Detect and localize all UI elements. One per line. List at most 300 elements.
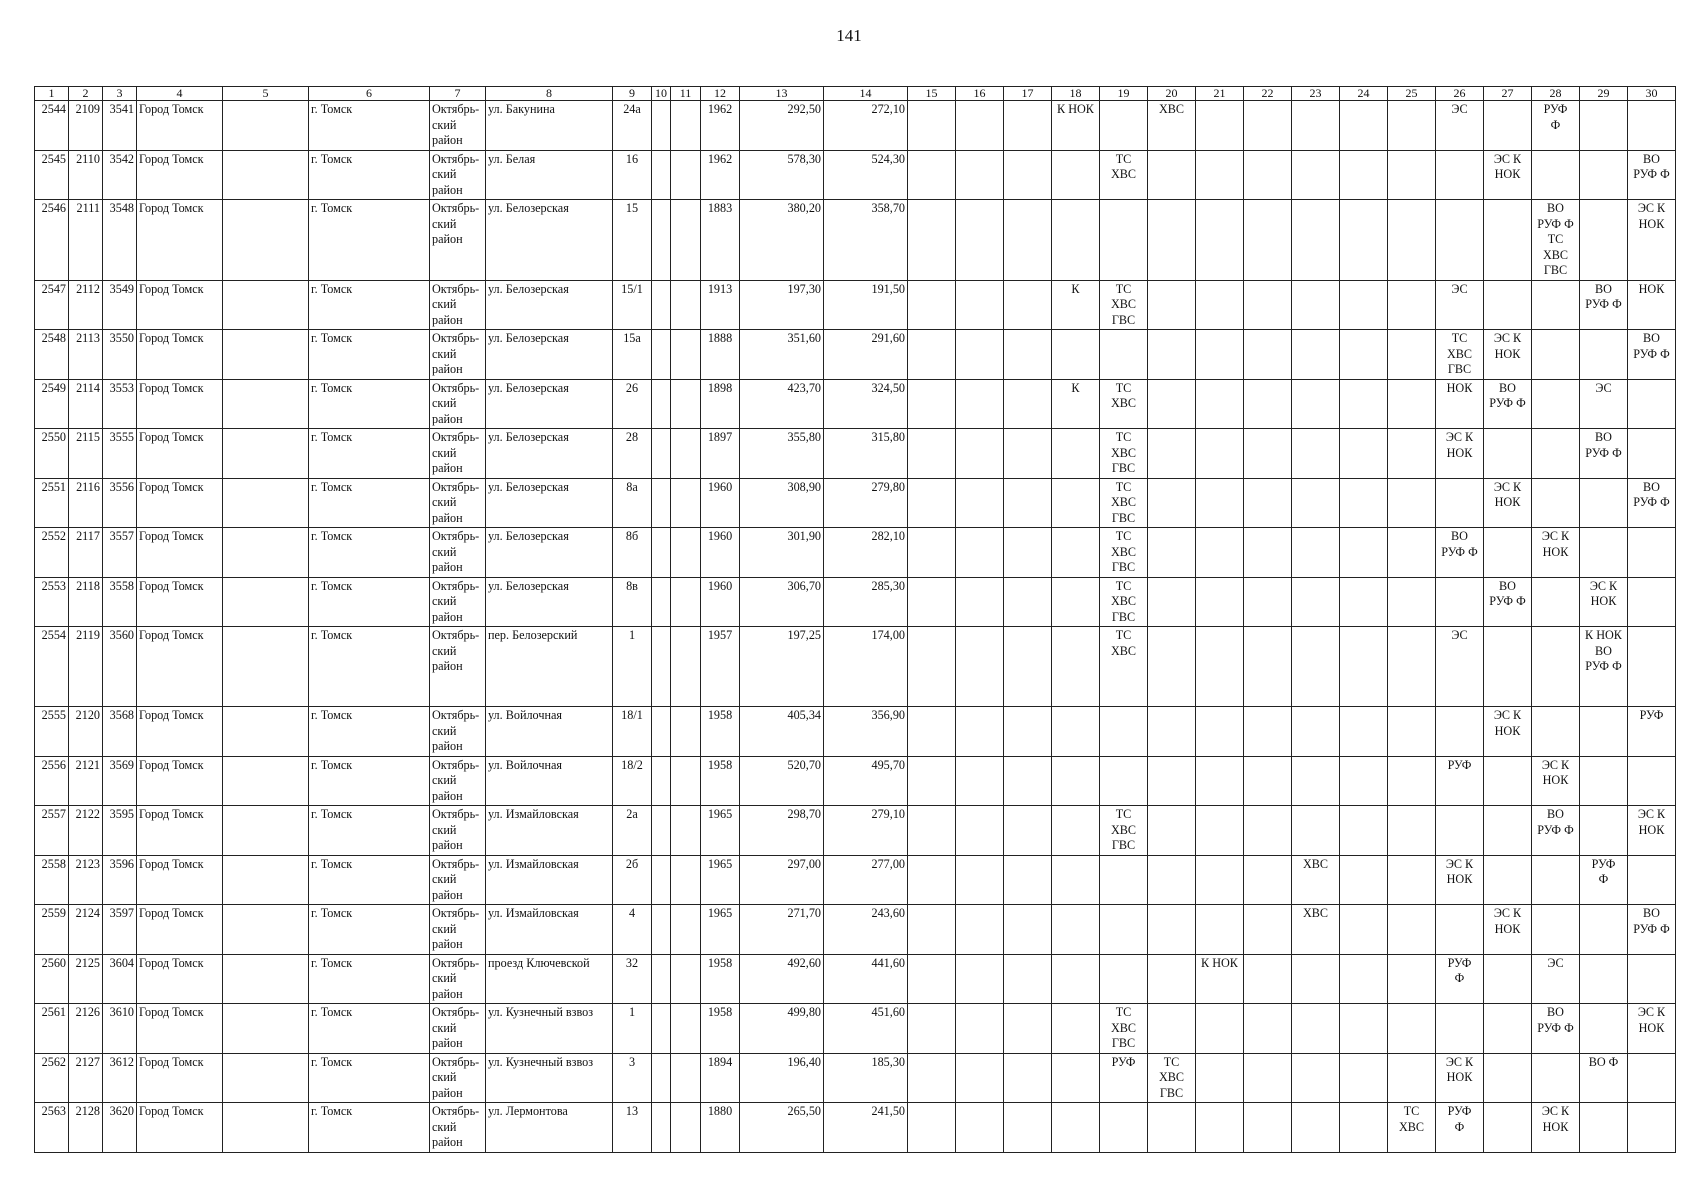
cell-col-6: г. Томск xyxy=(309,280,430,330)
column-header: 12 xyxy=(701,87,740,101)
table-row xyxy=(35,1053,1676,1103)
cell-col-5 xyxy=(223,1004,309,1054)
cell-col-15 xyxy=(908,200,956,281)
cell-col-20 xyxy=(1148,627,1196,707)
cell-col-17 xyxy=(1004,1103,1052,1153)
cell-col-2: 2128 xyxy=(69,1103,103,1153)
cell-col-3: 3560 xyxy=(103,627,137,707)
cell-col-21 xyxy=(1196,101,1244,151)
cell-col-18 xyxy=(1052,954,1100,1004)
cell-col-19 xyxy=(1100,1103,1148,1153)
cell-col-4: Город Томск xyxy=(137,429,223,479)
cell-col-30 xyxy=(1628,954,1676,1004)
cell-col-6: г. Томск xyxy=(309,707,430,757)
cell-col-2: 2124 xyxy=(69,905,103,955)
cell-col-5 xyxy=(223,379,309,429)
cell-col-9: 15 xyxy=(613,200,652,281)
cell-col-25 xyxy=(1388,806,1436,856)
cell-col-22 xyxy=(1244,577,1292,627)
cell-col-12: 1965 xyxy=(701,905,740,955)
cell-col-11 xyxy=(671,280,701,330)
cell-col-4: Город Томск xyxy=(137,280,223,330)
cell-col-20 xyxy=(1148,429,1196,479)
cell-col-13: 196,40 xyxy=(740,1053,824,1103)
column-header: 2 xyxy=(69,87,103,101)
cell-col-24 xyxy=(1340,905,1388,955)
cell-col-7: Октябрь- ский район xyxy=(430,855,486,905)
table-row xyxy=(35,280,1676,330)
cell-col-28: ВО РУФ Ф xyxy=(1532,806,1580,856)
cell-col-13: 301,90 xyxy=(740,528,824,578)
cell-col-23 xyxy=(1292,150,1340,200)
cell-col-9: 15а xyxy=(613,330,652,380)
cell-col-17 xyxy=(1004,200,1052,281)
cell-col-29 xyxy=(1580,101,1628,151)
cell-col-30: ВО РУФ Ф xyxy=(1628,905,1676,955)
cell-col-11 xyxy=(671,1004,701,1054)
page-number: 141 xyxy=(836,26,862,45)
column-header: 29 xyxy=(1580,87,1628,101)
cell-col-19 xyxy=(1100,855,1148,905)
cell-col-17 xyxy=(1004,627,1052,707)
column-header: 3 xyxy=(103,87,137,101)
column-header: 18 xyxy=(1052,87,1100,101)
cell-col-12: 1880 xyxy=(701,1103,740,1153)
cell-col-4: Город Томск xyxy=(137,330,223,380)
cell-col-12: 1957 xyxy=(701,627,740,707)
cell-col-30: ВО РУФ Ф xyxy=(1628,330,1676,380)
table-row xyxy=(35,627,1676,707)
cell-col-15 xyxy=(908,707,956,757)
cell-col-2: 2112 xyxy=(69,280,103,330)
cell-col-9: 8б xyxy=(613,528,652,578)
cell-col-7: Октябрь- ский район xyxy=(430,429,486,479)
cell-col-21 xyxy=(1196,577,1244,627)
cell-col-3: 3595 xyxy=(103,806,137,856)
cell-col-3: 3596 xyxy=(103,855,137,905)
column-header: 28 xyxy=(1532,87,1580,101)
cell-col-17 xyxy=(1004,280,1052,330)
cell-col-8: ул. Лермонтова xyxy=(486,1103,613,1153)
cell-col-11 xyxy=(671,478,701,528)
cell-col-24 xyxy=(1340,429,1388,479)
column-header: 6 xyxy=(309,87,430,101)
cell-col-4: Город Томск xyxy=(137,954,223,1004)
cell-col-8: ул. Белозерская xyxy=(486,577,613,627)
cell-col-17 xyxy=(1004,429,1052,479)
cell-col-29 xyxy=(1580,478,1628,528)
column-header: 10 xyxy=(652,87,671,101)
cell-col-8: ул. Белозерская xyxy=(486,330,613,380)
register-body xyxy=(35,101,1676,1153)
cell-col-29 xyxy=(1580,1004,1628,1054)
cell-col-4: Город Томск xyxy=(137,806,223,856)
cell-col-9: 4 xyxy=(613,905,652,955)
cell-col-11 xyxy=(671,905,701,955)
cell-col-1: 2552 xyxy=(35,528,69,578)
column-header: 21 xyxy=(1196,87,1244,101)
cell-col-13: 197,30 xyxy=(740,280,824,330)
cell-col-6: г. Томск xyxy=(309,478,430,528)
cell-col-21 xyxy=(1196,478,1244,528)
cell-col-15 xyxy=(908,150,956,200)
cell-col-29 xyxy=(1580,806,1628,856)
cell-col-26 xyxy=(1436,150,1484,200)
table-row xyxy=(35,379,1676,429)
cell-col-22 xyxy=(1244,855,1292,905)
cell-col-25: ТС ХВС xyxy=(1388,1103,1436,1153)
cell-col-22 xyxy=(1244,954,1292,1004)
cell-col-15 xyxy=(908,101,956,151)
cell-col-6: г. Томск xyxy=(309,855,430,905)
cell-col-29 xyxy=(1580,707,1628,757)
cell-col-26 xyxy=(1436,577,1484,627)
cell-col-20 xyxy=(1148,905,1196,955)
cell-col-28 xyxy=(1532,379,1580,429)
cell-col-21 xyxy=(1196,756,1244,806)
cell-col-17 xyxy=(1004,905,1052,955)
cell-col-22 xyxy=(1244,806,1292,856)
cell-col-1: 2554 xyxy=(35,627,69,707)
cell-col-13: 380,20 xyxy=(740,200,824,281)
cell-col-19: ТС ХВС ГВС xyxy=(1100,478,1148,528)
cell-col-12: 1894 xyxy=(701,1053,740,1103)
cell-col-3: 3557 xyxy=(103,528,137,578)
cell-col-25 xyxy=(1388,627,1436,707)
column-header: 30 xyxy=(1628,87,1676,101)
cell-col-2: 2122 xyxy=(69,806,103,856)
cell-col-6: г. Томск xyxy=(309,577,430,627)
cell-col-28 xyxy=(1532,429,1580,479)
cell-col-30: ЭС К НОК xyxy=(1628,1004,1676,1054)
cell-col-6: г. Томск xyxy=(309,101,430,151)
cell-col-26: ЭС К НОК xyxy=(1436,429,1484,479)
cell-col-21 xyxy=(1196,855,1244,905)
cell-col-25 xyxy=(1388,954,1436,1004)
cell-col-24 xyxy=(1340,707,1388,757)
cell-col-3: 3549 xyxy=(103,280,137,330)
cell-col-26: ВО РУФ Ф xyxy=(1436,528,1484,578)
cell-col-27 xyxy=(1484,756,1532,806)
cell-col-23 xyxy=(1292,627,1340,707)
table-row xyxy=(35,429,1676,479)
cell-col-1: 2546 xyxy=(35,200,69,281)
cell-col-21 xyxy=(1196,627,1244,707)
cell-col-13: 265,50 xyxy=(740,1103,824,1153)
cell-col-7: Октябрь- ский район xyxy=(430,280,486,330)
cell-col-3: 3610 xyxy=(103,1004,137,1054)
cell-col-10 xyxy=(652,954,671,1004)
cell-col-13: 520,70 xyxy=(740,756,824,806)
cell-col-7: Октябрь- ский район xyxy=(430,330,486,380)
cell-col-22 xyxy=(1244,478,1292,528)
cell-col-13: 405,34 xyxy=(740,707,824,757)
cell-col-17 xyxy=(1004,1053,1052,1103)
cell-col-28 xyxy=(1532,577,1580,627)
cell-col-20 xyxy=(1148,330,1196,380)
cell-col-12: 1913 xyxy=(701,280,740,330)
column-header: 8 xyxy=(486,87,613,101)
cell-col-28 xyxy=(1532,280,1580,330)
cell-col-8: ул. Белозерская xyxy=(486,280,613,330)
cell-col-14: 291,60 xyxy=(824,330,908,380)
cell-col-12: 1898 xyxy=(701,379,740,429)
cell-col-1: 2556 xyxy=(35,756,69,806)
cell-col-9: 24а xyxy=(613,101,652,151)
cell-col-28: РУФ Ф xyxy=(1532,101,1580,151)
cell-col-6: г. Томск xyxy=(309,1103,430,1153)
cell-col-2: 2119 xyxy=(69,627,103,707)
cell-col-18: К xyxy=(1052,379,1100,429)
cell-col-22 xyxy=(1244,150,1292,200)
cell-col-22 xyxy=(1244,756,1292,806)
cell-col-29 xyxy=(1580,1103,1628,1153)
cell-col-1: 2562 xyxy=(35,1053,69,1103)
cell-col-16 xyxy=(956,577,1004,627)
cell-col-20 xyxy=(1148,756,1196,806)
cell-col-8: ул. Белозерская xyxy=(486,528,613,578)
cell-col-26: РУФ Ф xyxy=(1436,1103,1484,1153)
cell-col-24 xyxy=(1340,756,1388,806)
cell-col-5 xyxy=(223,707,309,757)
cell-col-22 xyxy=(1244,429,1292,479)
cell-col-24 xyxy=(1340,478,1388,528)
cell-col-20: ТС ХВС ГВС xyxy=(1148,1053,1196,1103)
cell-col-18 xyxy=(1052,1053,1100,1103)
cell-col-14: 356,90 xyxy=(824,707,908,757)
cell-col-18 xyxy=(1052,1004,1100,1054)
cell-col-28: ЭС xyxy=(1532,954,1580,1004)
cell-col-23 xyxy=(1292,954,1340,1004)
cell-col-5 xyxy=(223,150,309,200)
cell-col-8: ул. Измайловская xyxy=(486,806,613,856)
table-row xyxy=(35,478,1676,528)
column-header: 14 xyxy=(824,87,908,101)
cell-col-17 xyxy=(1004,707,1052,757)
cell-col-24 xyxy=(1340,150,1388,200)
cell-col-15 xyxy=(908,379,956,429)
cell-col-4: Город Томск xyxy=(137,1103,223,1153)
cell-col-10 xyxy=(652,1004,671,1054)
cell-col-24 xyxy=(1340,806,1388,856)
cell-col-19: ТС ХВС ГВС xyxy=(1100,429,1148,479)
cell-col-22 xyxy=(1244,1004,1292,1054)
cell-col-24 xyxy=(1340,1053,1388,1103)
cell-col-27 xyxy=(1484,855,1532,905)
cell-col-27: ЭС К НОК xyxy=(1484,150,1532,200)
cell-col-28 xyxy=(1532,855,1580,905)
cell-col-16 xyxy=(956,528,1004,578)
cell-col-10 xyxy=(652,1053,671,1103)
cell-col-30 xyxy=(1628,577,1676,627)
cell-col-23 xyxy=(1292,577,1340,627)
cell-col-19: ТС ХВС ГВС xyxy=(1100,577,1148,627)
cell-col-22 xyxy=(1244,200,1292,281)
cell-col-13: 197,25 xyxy=(740,627,824,707)
cell-col-26: НОК xyxy=(1436,379,1484,429)
cell-col-14: 524,30 xyxy=(824,150,908,200)
cell-col-23: ХВС xyxy=(1292,855,1340,905)
cell-col-15 xyxy=(908,806,956,856)
cell-col-16 xyxy=(956,379,1004,429)
cell-col-22 xyxy=(1244,627,1292,707)
cell-col-7: Октябрь- ский район xyxy=(430,806,486,856)
cell-col-19: ТС ХВС xyxy=(1100,379,1148,429)
cell-col-18 xyxy=(1052,707,1100,757)
cell-col-9: 26 xyxy=(613,379,652,429)
cell-col-14: 185,30 xyxy=(824,1053,908,1103)
cell-col-9: 2б xyxy=(613,855,652,905)
cell-col-29 xyxy=(1580,330,1628,380)
cell-col-8: ул. Белозерская xyxy=(486,200,613,281)
cell-col-19: ТС ХВС xyxy=(1100,150,1148,200)
column-header: 26 xyxy=(1436,87,1484,101)
cell-col-5 xyxy=(223,954,309,1004)
cell-col-7: Октябрь- ский район xyxy=(430,756,486,806)
cell-col-16 xyxy=(956,954,1004,1004)
cell-col-6: г. Томск xyxy=(309,756,430,806)
cell-col-19: ТС ХВС ГВС xyxy=(1100,806,1148,856)
cell-col-29: К НОК ВО РУФ Ф xyxy=(1580,627,1628,707)
cell-col-8: проезд Ключевской xyxy=(486,954,613,1004)
cell-col-24 xyxy=(1340,1103,1388,1153)
cell-col-3: 3542 xyxy=(103,150,137,200)
cell-col-27: ЭС К НОК xyxy=(1484,707,1532,757)
cell-col-25 xyxy=(1388,707,1436,757)
cell-col-6: г. Томск xyxy=(309,905,430,955)
cell-col-30 xyxy=(1628,379,1676,429)
cell-col-16 xyxy=(956,478,1004,528)
cell-col-13: 271,70 xyxy=(740,905,824,955)
cell-col-23 xyxy=(1292,280,1340,330)
cell-col-2: 2116 xyxy=(69,478,103,528)
cell-col-10 xyxy=(652,101,671,151)
cell-col-20 xyxy=(1148,280,1196,330)
cell-col-8: ул. Белая xyxy=(486,150,613,200)
cell-col-16 xyxy=(956,150,1004,200)
cell-col-24 xyxy=(1340,855,1388,905)
cell-col-15 xyxy=(908,280,956,330)
cell-col-23 xyxy=(1292,478,1340,528)
cell-col-23 xyxy=(1292,379,1340,429)
cell-col-15 xyxy=(908,954,956,1004)
column-header: 13 xyxy=(740,87,824,101)
cell-col-7: Октябрь- ский район xyxy=(430,577,486,627)
cell-col-2: 2127 xyxy=(69,1053,103,1103)
cell-col-30: ВО РУФ Ф xyxy=(1628,150,1676,200)
cell-col-27: ЭС К НОК xyxy=(1484,478,1532,528)
cell-col-21 xyxy=(1196,707,1244,757)
cell-col-16 xyxy=(956,200,1004,281)
cell-col-21 xyxy=(1196,150,1244,200)
cell-col-15 xyxy=(908,1053,956,1103)
cell-col-22 xyxy=(1244,101,1292,151)
cell-col-10 xyxy=(652,905,671,955)
cell-col-4: Город Томск xyxy=(137,756,223,806)
cell-col-1: 2560 xyxy=(35,954,69,1004)
cell-col-12: 1960 xyxy=(701,528,740,578)
cell-col-4: Город Томск xyxy=(137,855,223,905)
cell-col-20: ХВС xyxy=(1148,101,1196,151)
cell-col-13: 292,50 xyxy=(740,101,824,151)
cell-col-17 xyxy=(1004,577,1052,627)
cell-col-13: 492,60 xyxy=(740,954,824,1004)
cell-col-13: 355,80 xyxy=(740,429,824,479)
cell-col-30 xyxy=(1628,101,1676,151)
cell-col-20 xyxy=(1148,855,1196,905)
cell-col-17 xyxy=(1004,101,1052,151)
cell-col-7: Октябрь- ский район xyxy=(430,1053,486,1103)
cell-col-4: Город Томск xyxy=(137,905,223,955)
cell-col-21 xyxy=(1196,1004,1244,1054)
cell-col-6: г. Томск xyxy=(309,528,430,578)
cell-col-18 xyxy=(1052,429,1100,479)
cell-col-8: ул. Войлочная xyxy=(486,707,613,757)
cell-col-4: Город Томск xyxy=(137,200,223,281)
cell-col-27 xyxy=(1484,101,1532,151)
cell-col-25 xyxy=(1388,1004,1436,1054)
cell-col-15 xyxy=(908,1004,956,1054)
cell-col-19: ТС ХВС ГВС xyxy=(1100,1004,1148,1054)
cell-col-26: ЭС xyxy=(1436,280,1484,330)
cell-col-22 xyxy=(1244,528,1292,578)
cell-col-8: ул. Измайловская xyxy=(486,855,613,905)
cell-col-15 xyxy=(908,855,956,905)
cell-col-4: Город Томск xyxy=(137,707,223,757)
cell-col-29 xyxy=(1580,200,1628,281)
cell-col-19: ТС ХВС ГВС xyxy=(1100,528,1148,578)
column-header: 19 xyxy=(1100,87,1148,101)
cell-col-11 xyxy=(671,101,701,151)
cell-col-18 xyxy=(1052,756,1100,806)
cell-col-24 xyxy=(1340,528,1388,578)
cell-col-15 xyxy=(908,528,956,578)
cell-col-2: 2117 xyxy=(69,528,103,578)
cell-col-23 xyxy=(1292,1004,1340,1054)
cell-col-10 xyxy=(652,150,671,200)
cell-col-24 xyxy=(1340,101,1388,151)
cell-col-29 xyxy=(1580,756,1628,806)
cell-col-3: 3612 xyxy=(103,1053,137,1103)
cell-col-2: 2120 xyxy=(69,707,103,757)
cell-col-16 xyxy=(956,806,1004,856)
cell-col-7: Октябрь- ский район xyxy=(430,101,486,151)
cell-col-2: 2118 xyxy=(69,577,103,627)
cell-col-17 xyxy=(1004,855,1052,905)
cell-col-6: г. Томск xyxy=(309,806,430,856)
cell-col-21 xyxy=(1196,905,1244,955)
cell-col-12: 1965 xyxy=(701,855,740,905)
cell-col-24 xyxy=(1340,200,1388,281)
cell-col-6: г. Томск xyxy=(309,330,430,380)
cell-col-17 xyxy=(1004,756,1052,806)
cell-col-20 xyxy=(1148,577,1196,627)
cell-col-22 xyxy=(1244,707,1292,757)
cell-col-14: 441,60 xyxy=(824,954,908,1004)
cell-col-17 xyxy=(1004,330,1052,380)
cell-col-22 xyxy=(1244,280,1292,330)
cell-col-28 xyxy=(1532,707,1580,757)
cell-col-4: Город Томск xyxy=(137,379,223,429)
cell-col-5 xyxy=(223,1053,309,1103)
cell-col-21 xyxy=(1196,379,1244,429)
cell-col-30: РУФ xyxy=(1628,707,1676,757)
cell-col-26 xyxy=(1436,200,1484,281)
cell-col-17 xyxy=(1004,528,1052,578)
cell-col-18 xyxy=(1052,200,1100,281)
cell-col-25 xyxy=(1388,280,1436,330)
cell-col-26 xyxy=(1436,707,1484,757)
